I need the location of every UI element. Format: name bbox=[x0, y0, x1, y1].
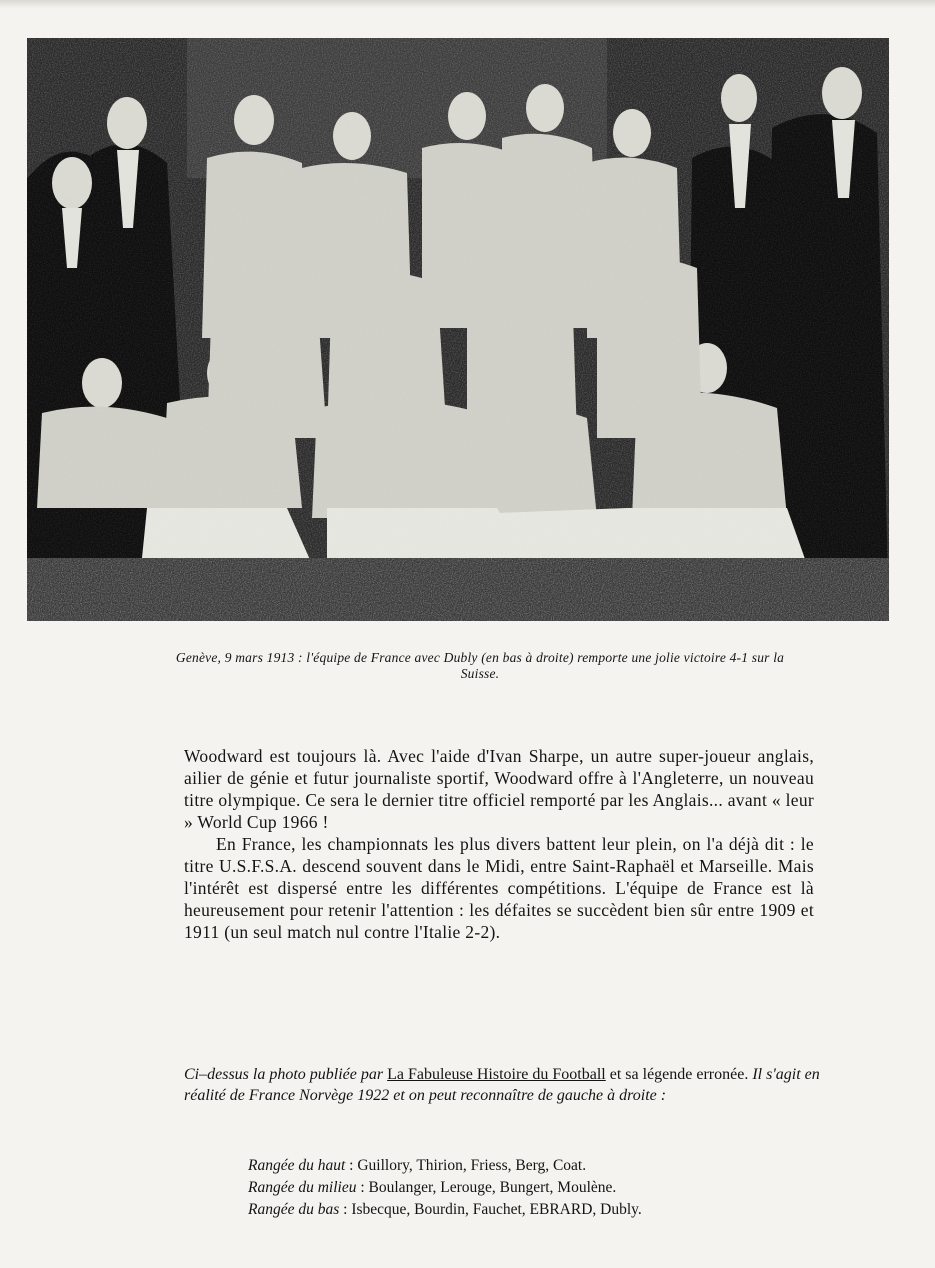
show-through-text bbox=[600, 626, 607, 638]
lineup-row-top bbox=[248, 1155, 808, 1177]
article-body bbox=[184, 745, 814, 943]
row-label: Rangée du haut bbox=[248, 1157, 346, 1174]
row-names: : Isbecque, Bourdin, Fauchet, EBRARD, Dubly. bbox=[339, 1201, 642, 1218]
row-label: Rangée du bas bbox=[248, 1201, 340, 1218]
note-end: Il s'agit en réalité de France Norvège 1922 et on peut reconnaître de gauche à droite : bbox=[184, 1066, 820, 1104]
photo-caption: Genève, 9 mars 1913 : l'équipe de France avec Dubly (en bas à droite) remporte une jolie victoire 4-1 sur la Suisse. bbox=[175, 650, 785, 681]
row-label: Rangée du milieu bbox=[248, 1179, 357, 1196]
paragraph-2: En France, les championnats les plus divers battent leur plein, on l'a déjà dit : le titre U.S.F.S.A. descend souvent dans le Midi, entre Saint-Raphaël et Marseille. Mais l'intérêt est dispersé entre les différentes compétitions. L'équipe de France est là heureusement pour retenir l'attention : les défaites se succèdent bien sûr entre 1909 et 1911 (un seul match nul contre l'Italie 2-2). bbox=[184, 834, 814, 942]
row-names: : Boulanger, Lerouge, Bungert, Moulène. bbox=[356, 1179, 617, 1196]
row-names: : Guillory, Thirion, Friess, Berg, Coat. bbox=[345, 1157, 587, 1174]
page-edge bbox=[0, 0, 935, 8]
team-photo bbox=[27, 38, 889, 621]
book-title: La Fabuleuse Histoire du Football bbox=[387, 1066, 606, 1083]
note-mid: et sa légende erronée. bbox=[605, 1066, 753, 1083]
lineup-row-bottom bbox=[248, 1199, 808, 1221]
paragraph-1: Woodward est toujours là. Avec l'aide d'Ivan Sharpe, un autre super-joueur anglais, ailier de génie et futur journaliste sportif, Woodward offre à l'Angleterre, un nouveau titre olympique. Ce sera le dernier titre officiel remporté par les Anglais... avant « leur » World Cup 1966 ! bbox=[184, 746, 814, 832]
correction-note bbox=[184, 1064, 824, 1106]
lineup-row-middle bbox=[248, 1177, 808, 1199]
player-lineup bbox=[248, 1155, 808, 1221]
note-intro: Ci–dessus la photo publiée par bbox=[184, 1066, 388, 1083]
